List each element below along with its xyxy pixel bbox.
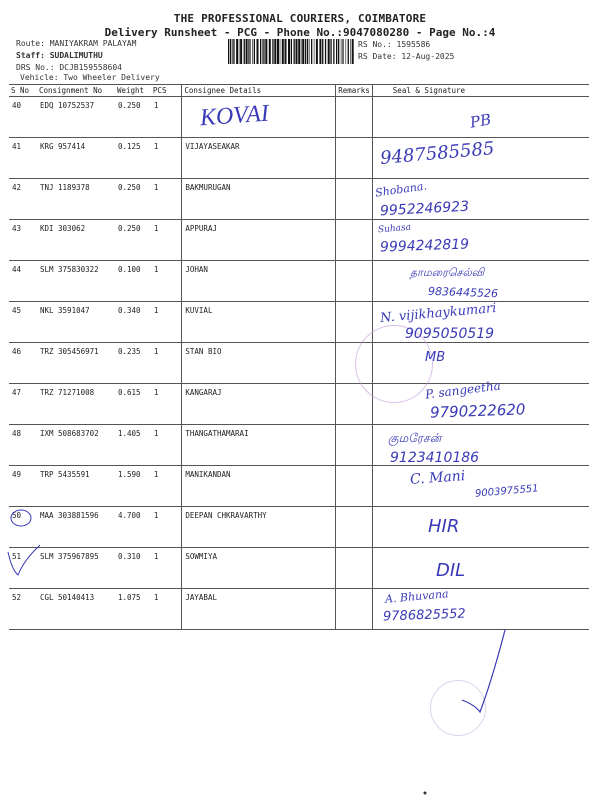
cell-pcs: 1	[151, 466, 182, 507]
cell-cno: TRZ 71271008	[37, 384, 115, 425]
barcode-bar	[240, 39, 242, 64]
barcode-bar	[346, 39, 347, 64]
barcode-bar	[288, 39, 290, 64]
cell-remarks	[336, 179, 373, 220]
handwritten-signature: N. vijikhaykumari	[379, 300, 497, 327]
cell-sno: 42	[9, 179, 37, 220]
cell-cno: KDI 303062	[37, 220, 115, 261]
barcode-bar	[348, 39, 349, 64]
cell-remarks	[336, 220, 373, 261]
barcode-bar	[232, 39, 233, 64]
cell-pcs: 1	[151, 179, 182, 220]
barcode-bar	[230, 39, 231, 64]
barcode-bar	[325, 39, 326, 64]
cell-signature	[372, 466, 589, 507]
column-header: S No	[9, 85, 37, 97]
barcode-bar	[269, 39, 271, 64]
cell-weight: 0.340	[115, 302, 151, 343]
table-row	[9, 548, 589, 589]
handwritten-signature: குமரேசன்	[388, 431, 442, 445]
handwritten-phone: 9095050519	[405, 326, 495, 342]
cell-pcs: 1	[151, 384, 182, 425]
cell-remarks	[336, 97, 373, 138]
cell-consignee: APPURAJ	[182, 220, 336, 261]
rs-number: RS No.: 1595586	[358, 40, 431, 49]
cell-consignee: DEEPAN CHKRAVARTHY	[182, 507, 336, 548]
cell-weight: 0.250	[115, 97, 151, 138]
barcode-bar	[248, 39, 249, 64]
cell-consignee: KANGARAJ	[182, 384, 336, 425]
column-header: Consignment No	[37, 85, 115, 97]
cell-weight: 0.100	[115, 261, 151, 302]
table-row	[9, 589, 589, 630]
barcode-bar	[301, 39, 302, 64]
handwritten-signature: P. sangeetha	[424, 378, 502, 402]
cell-signature	[372, 507, 589, 548]
table-row	[9, 507, 589, 548]
cell-remarks	[336, 466, 373, 507]
cell-cno: TNJ 1189378	[37, 179, 115, 220]
barcode-bar	[272, 39, 273, 64]
cell-weight: 1.075	[115, 589, 151, 630]
barcode-bar	[250, 39, 251, 64]
table-row	[9, 343, 589, 384]
cell-cno: CGL 50140413	[37, 589, 115, 630]
cell-cno: IXM 508683702	[37, 425, 115, 466]
cell-remarks	[336, 261, 373, 302]
column-header: PCS	[151, 85, 182, 97]
handwritten-signature: A. Bhuvana	[384, 587, 450, 606]
cell-sno: 44	[9, 261, 37, 302]
cell-sno: 45	[9, 302, 37, 343]
barcode-bar	[274, 39, 276, 64]
cell-cno: SLM 375830322	[37, 261, 115, 302]
cell-signature	[372, 548, 589, 589]
column-header: Seal & Signature	[372, 85, 589, 97]
cell-sno: 52	[9, 589, 37, 630]
cell-weight: 1.590	[115, 466, 151, 507]
cell-sno: 41	[9, 138, 37, 179]
barcode-bar	[342, 39, 343, 64]
handwritten-phone: 9786825552	[382, 606, 466, 625]
cell-sno: 46	[9, 343, 37, 384]
cell-weight: 4.700	[115, 507, 151, 548]
cell-cno: KRG 957414	[37, 138, 115, 179]
barcode-bar	[352, 39, 354, 64]
barcode-bar	[262, 39, 263, 64]
barcode-bar	[257, 39, 259, 64]
cell-consignee: THANGATHAMARAI	[182, 425, 336, 466]
handwritten-phone: PB	[468, 110, 493, 132]
barcode-bar	[285, 39, 287, 64]
handwritten-signature: MB	[425, 350, 446, 365]
staff-label: Staff: SUDALIMUTHU	[16, 51, 103, 60]
table-row	[9, 97, 589, 138]
handwritten-phone: 9003975551	[474, 483, 539, 500]
barcode-bar	[302, 39, 304, 64]
barcode-bar	[343, 39, 344, 64]
barcode-bar	[328, 39, 330, 64]
barcode-bar	[319, 39, 321, 64]
cell-consignee: VIJAYASEAKAR	[182, 138, 336, 179]
cell-consignee: JAYABAL	[182, 589, 336, 630]
drs-number: DRS No.: DCJB159558604	[16, 63, 122, 72]
barcode-bar	[305, 39, 306, 64]
cell-cno: EDQ 10752537	[37, 97, 115, 138]
barcode-bar	[307, 39, 308, 64]
cell-sno: 49	[9, 466, 37, 507]
barcode-bar	[236, 39, 238, 64]
cell-pcs: 1	[151, 343, 182, 384]
barcode-image	[228, 39, 354, 64]
barcode-bar	[244, 39, 245, 64]
cell-cno: SLM 375967895	[37, 548, 115, 589]
cell-weight: 0.615	[115, 384, 151, 425]
barcode-bar	[322, 39, 323, 64]
cell-cno: TRP 5435591	[37, 466, 115, 507]
cell-consignee: BAKMURUGAN	[182, 179, 336, 220]
barcode-bar	[282, 39, 284, 64]
barcode-bar	[309, 39, 310, 64]
barcode-bar	[314, 39, 315, 64]
column-header: Weight	[115, 85, 151, 97]
handwritten-phone: 9952246923	[379, 198, 470, 220]
barcode-bar	[260, 39, 261, 64]
cell-remarks	[336, 138, 373, 179]
barcode-bar	[338, 39, 339, 64]
cell-sno: 48	[9, 425, 37, 466]
route-label: Route: MANIYAKRAM PALAYAM	[16, 39, 137, 48]
barcode-bar	[239, 39, 240, 64]
barcode-bar	[330, 39, 331, 64]
barcode-bar	[246, 39, 248, 64]
handwritten-signature: Shobana.	[374, 179, 428, 200]
barcode-bar	[254, 39, 255, 64]
barcode-bar	[311, 39, 312, 64]
cell-pcs: 1	[151, 548, 182, 589]
barcode-bar	[228, 39, 229, 64]
cell-pcs: 1	[151, 425, 182, 466]
faded-stamp	[430, 680, 486, 736]
handwritten-signature: 9487585585	[379, 138, 496, 169]
table-row	[9, 261, 589, 302]
cell-sno: 43	[9, 220, 37, 261]
cell-sno: 50	[9, 507, 37, 548]
barcode-bar	[252, 39, 253, 64]
cell-sno: 51	[9, 548, 37, 589]
cell-pcs: 1	[151, 507, 182, 548]
cell-cno: NKL 3591047	[37, 302, 115, 343]
cell-sno: 40	[9, 97, 37, 138]
cell-consignee: MANIKANDAN	[182, 466, 336, 507]
handwritten-phone: 9123410186	[390, 450, 480, 466]
barcode-bar	[265, 39, 267, 64]
cell-remarks	[336, 507, 373, 548]
cell-sno: 47	[9, 384, 37, 425]
cell-consignee: SOWMIYA	[182, 548, 336, 589]
page-title: THE PROFESSIONAL COURIERS, COIMBATORE	[173, 12, 427, 25]
cell-cno: TRZ 305456971	[37, 343, 115, 384]
barcode-bar	[341, 39, 342, 64]
table-row	[9, 220, 589, 261]
table-row	[9, 302, 589, 343]
barcode-bar	[333, 39, 334, 64]
dot-mark	[424, 792, 427, 795]
rs-date: RS Date: 12-Aug-2025	[358, 52, 455, 61]
cell-weight: 0.250	[115, 220, 151, 261]
handwritten-phone: 9836445526	[427, 284, 499, 301]
barcode-bar	[280, 39, 281, 64]
cell-pcs: 1	[151, 97, 182, 138]
cell-pcs: 1	[151, 261, 182, 302]
handwritten-phone: 9790222620	[429, 400, 526, 422]
runsheet-subtitle: Delivery Runsheet - PCG - Phone No.:9047080280 - Page No.:4	[104, 26, 496, 39]
barcode-bar	[291, 39, 292, 64]
cell-remarks	[336, 589, 373, 630]
table-row	[9, 425, 589, 466]
handwritten-signature: KOVAI	[199, 100, 270, 132]
cell-pcs: 1	[151, 220, 182, 261]
handwritten-signature: தாமரைசெல்வி	[410, 266, 485, 279]
cell-pcs: 1	[151, 138, 182, 179]
cell-pcs: 1	[151, 302, 182, 343]
table-header-row	[9, 85, 589, 97]
cell-pcs: 1	[151, 589, 182, 630]
handwritten-signature: DIL	[436, 560, 466, 581]
barcode-bar	[350, 39, 351, 64]
barcode-bar	[336, 39, 337, 64]
runsheet-table	[9, 84, 589, 630]
cell-remarks	[336, 425, 373, 466]
barcode-bar	[233, 39, 234, 64]
barcode-bar	[296, 39, 298, 64]
cell-weight: 1.405	[115, 425, 151, 466]
cell-consignee: KUVIAL	[182, 302, 336, 343]
vehicle-label: Vehicle: Two Wheeler Delivery	[20, 73, 160, 82]
handwritten-signature: HIR	[428, 516, 460, 537]
cell-consignee: STAN BIO	[182, 343, 336, 384]
cell-cno: MAA 303881596	[37, 507, 115, 548]
barcode-bar	[263, 39, 264, 64]
barcode-bar	[298, 39, 300, 64]
table-row	[9, 138, 589, 179]
cell-weight: 0.235	[115, 343, 151, 384]
column-header: Consignee Details	[182, 85, 336, 97]
barcode-bar	[316, 39, 318, 64]
cell-weight: 0.250	[115, 179, 151, 220]
cell-weight: 0.310	[115, 548, 151, 589]
handwritten-signature: Suhasa	[377, 222, 412, 236]
table-row	[9, 179, 589, 220]
cell-remarks	[336, 548, 373, 589]
column-header: Remarks	[336, 85, 373, 97]
handwritten-signature: C. Mani	[409, 468, 466, 488]
barcode-bar	[277, 39, 279, 64]
handwritten-phone: 9994242819	[379, 236, 470, 256]
cell-weight: 0.125	[115, 138, 151, 179]
cell-consignee: JOHAN	[182, 261, 336, 302]
barcode-bar	[294, 39, 295, 64]
